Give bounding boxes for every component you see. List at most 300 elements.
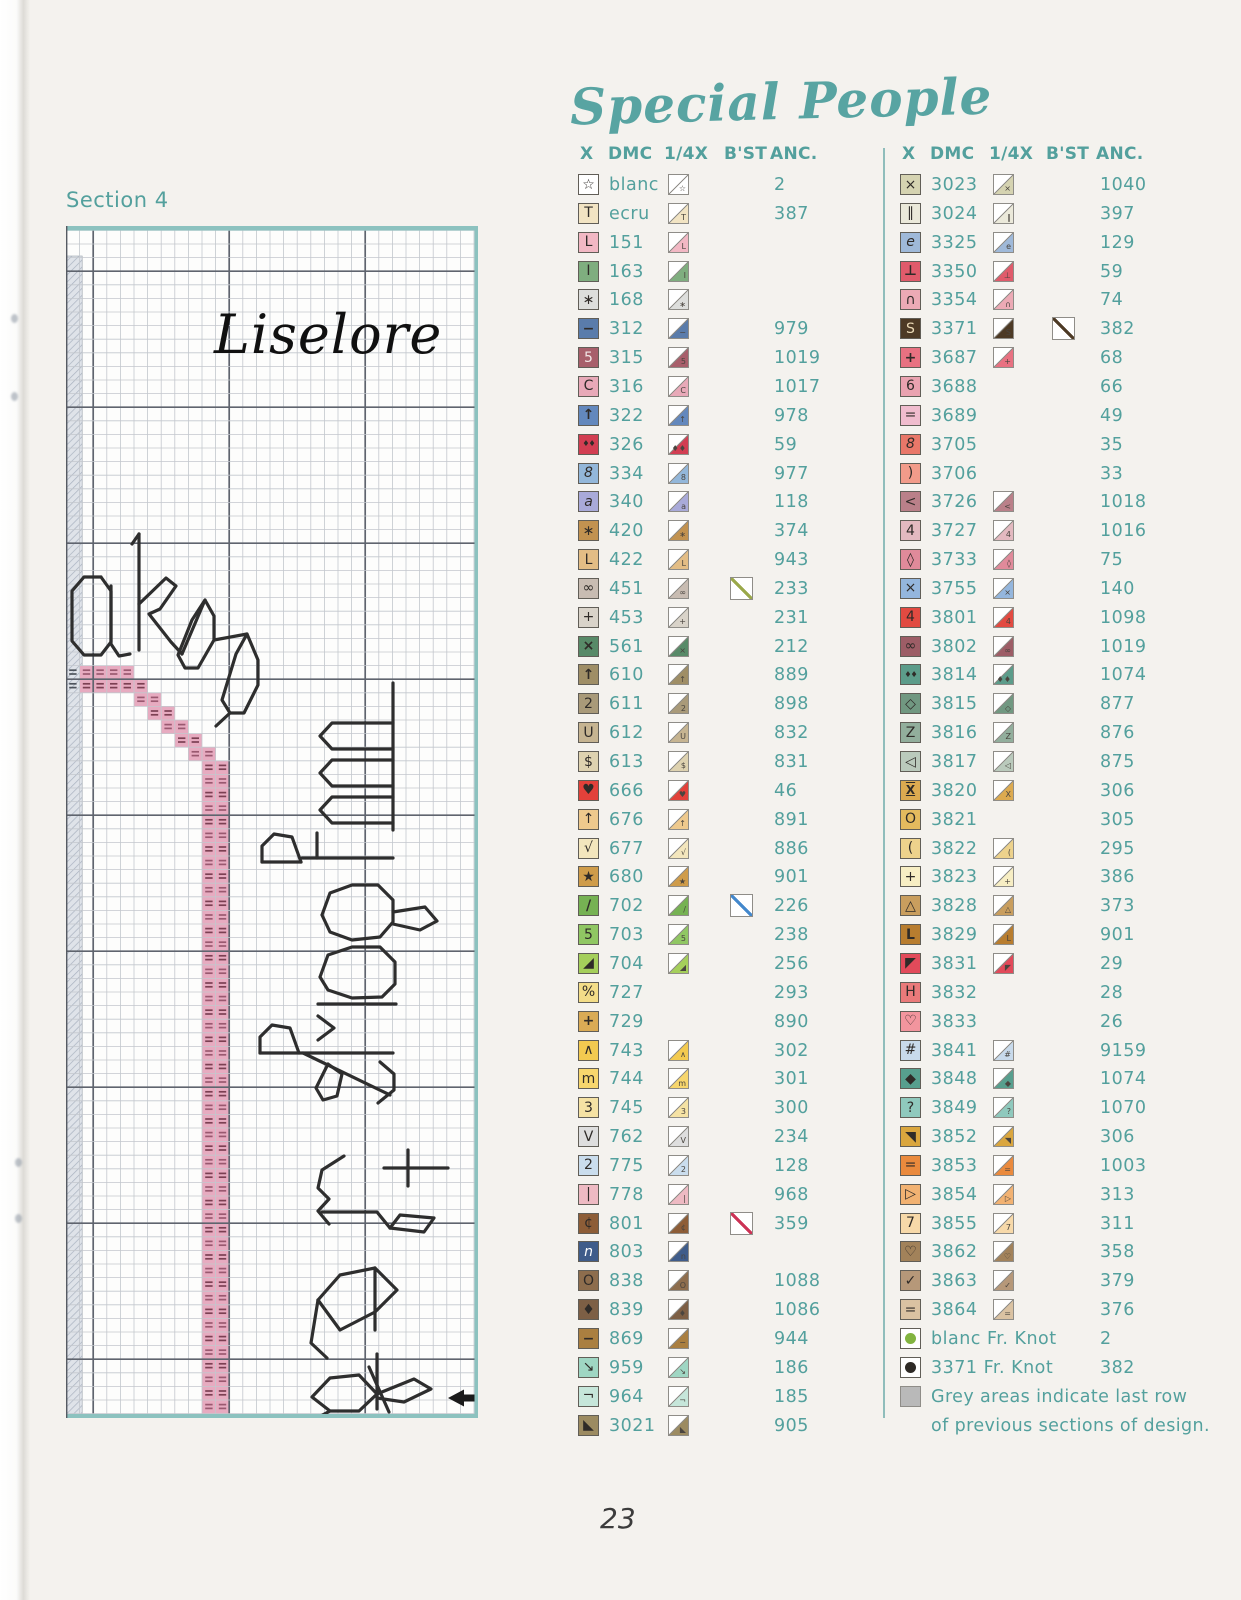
quarter-stitch-swatch <box>993 1299 1014 1320</box>
chart-border-right <box>475 226 479 1418</box>
dmc-number: 3833 <box>931 1011 978 1032</box>
book-spine-edge <box>0 0 30 1600</box>
symbol-swatch <box>578 261 599 282</box>
stitch-cell-3689 <box>202 1305 216 1319</box>
stitch-symbol: | <box>586 1186 591 1203</box>
anchor-number: 1040 <box>1100 175 1147 195</box>
anchor-number: 313 <box>1100 1184 1135 1205</box>
stitch-symbol: ↑ <box>582 811 595 828</box>
symbol-swatch <box>578 549 599 570</box>
anchor-number: 2 <box>1100 1329 1112 1349</box>
anchor-number: 886 <box>774 838 809 859</box>
stitch-symbol: ? <box>906 1099 915 1116</box>
stitch-symbol: △ <box>905 897 916 914</box>
stitch-cell-3689 <box>216 1169 230 1183</box>
legend-row <box>900 289 1200 315</box>
quarter-stitch-swatch <box>993 261 1014 282</box>
anchor-number: 293 <box>774 982 809 1003</box>
stitch-symbol: ◥ <box>905 1128 916 1145</box>
stitch-symbol: = <box>904 1301 917 1318</box>
legend-row <box>900 318 1200 344</box>
stitch-cell-3689 <box>175 734 189 748</box>
anchor-number: 9159 <box>1100 1040 1147 1061</box>
stitch-symbol: 6 <box>906 378 915 395</box>
legend-row <box>900 463 1200 489</box>
dmc-number: 3848 <box>931 1069 978 1090</box>
symbol-swatch <box>900 895 921 916</box>
legend-row <box>578 1184 878 1210</box>
anchor-number: 1074 <box>1100 1069 1147 1090</box>
stitch-cell-3689 <box>202 1223 216 1237</box>
legend-row <box>578 1155 878 1181</box>
legend-row <box>900 1011 1200 1037</box>
stitch-cell-3689 <box>202 883 216 897</box>
stitch-symbol: ♦♦ <box>582 439 595 449</box>
dmc-number: 3855 <box>931 1213 978 1234</box>
dmc-number: 803 <box>609 1242 644 1263</box>
backstitch-swatch <box>730 1212 753 1235</box>
quarter-stitch-symbol: ◊ <box>1007 559 1011 569</box>
quarter-stitch-swatch <box>668 1126 689 1147</box>
quarter-stitch-symbol: ∧ <box>680 1049 686 1059</box>
quarter-stitch-symbol: ∩ <box>1005 299 1011 309</box>
symbol-swatch <box>578 1126 599 1147</box>
stitch-symbol: × <box>904 176 917 193</box>
symbol-swatch <box>900 434 921 455</box>
stitch-symbol: T <box>584 205 593 222</box>
quarter-stitch-swatch <box>668 693 689 714</box>
quarter-stitch-swatch <box>668 1328 689 1349</box>
stitch-cell-3689 <box>202 1400 216 1414</box>
quarter-stitch-symbol: ♡ <box>1003 1251 1011 1261</box>
symbol-swatch <box>900 1270 921 1291</box>
symbol-swatch <box>900 1097 921 1118</box>
symbol-swatch <box>578 1299 599 1320</box>
quarter-stitch-symbol: 2 <box>680 703 686 713</box>
quarter-stitch-symbol: ¢ <box>680 1222 686 1232</box>
quarter-stitch-symbol: 4 <box>1005 530 1011 540</box>
quarter-stitch-swatch <box>993 607 1014 628</box>
symbol-swatch <box>578 318 599 339</box>
stitch-cell-3689 <box>202 1373 216 1387</box>
stitch-cell-3689 <box>134 693 148 707</box>
stitch-cell-3689 <box>202 1074 216 1088</box>
section-label: Section 4 <box>66 188 169 212</box>
stitch-cell-3689 <box>107 666 121 680</box>
anchor-number: 382 <box>1100 1357 1135 1378</box>
symbol-swatch <box>900 261 921 282</box>
stitch-cell-3689 <box>202 1359 216 1373</box>
stitch-symbol: ♥ <box>582 782 595 799</box>
quarter-stitch-symbol: × <box>1004 184 1011 194</box>
symbol-swatch <box>900 636 921 657</box>
anchor-number: 397 <box>1100 203 1135 224</box>
legend-header-dmc: DMC <box>608 144 653 164</box>
legend-row <box>578 895 878 921</box>
dmc-number: 3820 <box>931 780 978 801</box>
legend-row <box>578 809 878 835</box>
legend-row <box>900 751 1200 777</box>
quarter-stitch-symbol: X <box>1005 790 1011 800</box>
quarter-stitch-swatch <box>668 203 689 224</box>
legend-row <box>900 924 1200 950</box>
anchor-number: 831 <box>774 752 809 772</box>
symbol-swatch <box>900 520 921 541</box>
dmc-number: 3816 <box>931 723 978 744</box>
stitch-cell-3689 <box>216 1386 230 1400</box>
quarter-stitch-swatch <box>993 895 1014 916</box>
stitch-cell-3689 <box>216 1182 230 1196</box>
stitch-symbol: ∩ <box>905 291 916 308</box>
anchor-number: 59 <box>774 434 798 455</box>
dmc-number: 340 <box>609 492 644 513</box>
quarter-stitch-symbol: × <box>679 645 686 655</box>
quarter-stitch-symbol: T <box>681 213 686 223</box>
anchor-number: 212 <box>774 636 809 657</box>
stitch-cell-3689 <box>216 1291 230 1305</box>
stitch-cell-3689 <box>216 842 230 856</box>
anchor-number: 889 <box>774 665 809 686</box>
stitch-symbol: ◢ <box>583 955 594 972</box>
quarter-stitch-swatch <box>668 491 689 512</box>
dmc-number: 3325 <box>931 232 978 253</box>
quarter-stitch-symbol: ◇ <box>1004 703 1011 713</box>
anchor-number: 306 <box>1100 1127 1135 1148</box>
quarter-stitch-symbol: e <box>1006 241 1011 251</box>
anchor-number: 59 <box>1100 261 1124 282</box>
dmc-number: 3733 <box>931 550 978 571</box>
stitch-cell-3689 <box>202 1046 216 1060</box>
dmc-number: 3829 <box>931 925 978 946</box>
stitch-symbol: ) <box>907 465 914 481</box>
quarter-stitch-symbol: △ <box>1004 905 1011 915</box>
legend-row <box>578 261 878 287</box>
symbol-swatch <box>578 636 599 657</box>
stitch-symbol: × <box>904 580 917 597</box>
legend-row <box>900 578 1200 604</box>
symbol-swatch <box>900 982 921 1003</box>
quarter-stitch-swatch <box>668 261 689 282</box>
legend-row <box>578 693 878 719</box>
stitch-cell-3689 <box>202 774 216 788</box>
symbol-swatch <box>900 838 921 859</box>
quarter-stitch-swatch <box>993 722 1014 743</box>
dmc-number: 613 <box>609 752 644 772</box>
stitch-cell-3689 <box>216 910 230 924</box>
quarter-stitch-symbol: ◤ <box>1004 963 1011 973</box>
dmc-number: 3802 <box>931 636 978 657</box>
anchor-number: 374 <box>774 521 809 542</box>
quarter-stitch-symbol: + <box>679 616 686 626</box>
dmc-number: 3823 <box>931 867 978 888</box>
stitch-symbol: 4 <box>906 609 915 626</box>
stitch-cell-3689 <box>216 951 230 965</box>
quarter-stitch-symbol: − <box>679 1338 686 1348</box>
quarter-stitch-swatch <box>993 693 1014 714</box>
anchor-number: 373 <box>1100 896 1135 917</box>
dmc-number: 422 <box>609 550 644 571</box>
dmc-number: 744 <box>609 1069 644 1090</box>
stitch-cell-3689 <box>216 992 230 1006</box>
anchor-number: 46 <box>774 780 798 801</box>
symbol-swatch <box>578 1270 599 1291</box>
legend-header-x: X <box>580 144 594 164</box>
stitch-cell-3689 <box>148 706 162 720</box>
stitch-symbol: # <box>904 1042 917 1058</box>
anchor-number: 1086 <box>774 1300 821 1321</box>
anchor-number: 968 <box>774 1184 809 1205</box>
backstitch-swatch <box>1052 317 1075 340</box>
symbol-swatch <box>578 289 599 310</box>
dmc-number: 3350 <box>931 261 978 282</box>
french-knot-dot <box>905 1362 916 1373</box>
stitch-symbol: < <box>904 493 917 510</box>
quarter-stitch-swatch <box>668 664 689 685</box>
dmc-number: 3862 <box>931 1242 978 1263</box>
symbol-swatch <box>900 866 921 887</box>
note-line-2: of previous sections of design. <box>931 1415 1210 1436</box>
legend-row <box>578 549 878 575</box>
quarter-stitch-swatch <box>668 1068 689 1089</box>
anchor-number: 128 <box>774 1155 809 1176</box>
anchor-number: 302 <box>774 1040 809 1061</box>
legend-row <box>578 1299 878 1325</box>
stitch-cell-3689 <box>216 1237 230 1251</box>
anchor-number: 1003 <box>1100 1155 1147 1176</box>
stitch-symbol: ⊥ <box>904 263 917 280</box>
symbol-swatch <box>578 174 599 195</box>
dmc-number: 610 <box>609 665 644 686</box>
stitch-symbol: ∥ <box>907 205 914 222</box>
legend-header-14x: 1/4X <box>989 144 1034 164</box>
quarter-stitch-symbol: L <box>1006 934 1011 944</box>
stitch-cell-3689 <box>202 1033 216 1047</box>
legend-row <box>900 809 1200 835</box>
legend-row <box>900 607 1200 633</box>
anchor-number: 1018 <box>1100 492 1147 513</box>
symbol-swatch <box>900 203 921 224</box>
quarter-stitch-swatch <box>993 1068 1014 1089</box>
dmc-number: 3727 <box>931 521 978 542</box>
quarter-stitch-swatch <box>993 1126 1014 1147</box>
symbol-swatch <box>578 982 599 1003</box>
anchor-number: 901 <box>774 867 809 888</box>
dmc-number: 727 <box>609 982 644 1003</box>
anchor-number: 66 <box>1100 376 1124 397</box>
stitch-cell-3689 <box>202 788 216 802</box>
quarter-stitch-swatch <box>993 1184 1014 1205</box>
dmc-number: 729 <box>609 1011 644 1032</box>
dmc-number: 316 <box>609 376 644 397</box>
anchor-number: 1088 <box>774 1271 821 1292</box>
anchor-number: 890 <box>774 1011 809 1032</box>
stitch-cell-3689 <box>202 1196 216 1210</box>
stitch-cell-3689 <box>216 774 230 788</box>
legend-row <box>900 434 1200 460</box>
anchor-number: 832 <box>774 723 809 744</box>
anchor-number: 295 <box>1100 838 1135 859</box>
quarter-stitch-symbol: 8 <box>680 472 686 482</box>
legend-row-french-knot <box>900 1328 1220 1354</box>
legend-row <box>578 203 878 229</box>
dmc-number: 704 <box>609 953 644 974</box>
stitch-cell-3689 <box>202 842 216 856</box>
anchor-number: 359 <box>774 1213 809 1234</box>
legend-row <box>578 1040 878 1066</box>
quarter-stitch-symbol: − <box>679 328 686 338</box>
dmc-number: 3688 <box>931 376 978 397</box>
legend-row <box>578 174 878 200</box>
quarter-stitch-symbol: ⊥ <box>1004 270 1011 280</box>
stitch-cell-3689 <box>202 1291 216 1305</box>
dmc-number: 163 <box>609 261 644 282</box>
stitch-cell-3689 <box>216 1087 230 1101</box>
stitch-symbol: U <box>583 724 594 741</box>
anchor-number: 898 <box>774 694 809 715</box>
legend-divider <box>883 148 885 1418</box>
legend-row <box>578 607 878 633</box>
dmc-number: 3863 <box>931 1271 978 1292</box>
dmc-number: 151 <box>609 232 644 253</box>
legend-header-anc: ANC. <box>1096 144 1144 164</box>
dmc-number: 775 <box>609 1155 644 1176</box>
stitch-cell-3689 <box>216 897 230 911</box>
page-title: Special People <box>569 66 994 137</box>
stitch-cell-3689 <box>202 870 216 884</box>
quarter-stitch-symbol: ◁ <box>1004 761 1011 771</box>
quarter-stitch-swatch <box>668 1386 689 1407</box>
quarter-stitch-symbol: × <box>1004 588 1011 598</box>
stitch-symbol: ✓ <box>904 1272 917 1289</box>
quarter-stitch-swatch <box>993 347 1014 368</box>
dmc-number: 3801 <box>931 607 978 628</box>
quarter-stitch-symbol: 5 <box>680 934 686 944</box>
cross-stitch-chart <box>66 226 478 1418</box>
stitch-symbol: + <box>582 609 595 626</box>
quarter-stitch-symbol: ♦♦ <box>996 674 1011 684</box>
dmc-number: 3853 <box>931 1155 978 1176</box>
stitch-cell-3689 <box>216 856 230 870</box>
stitch-cell-3689 <box>216 1033 230 1047</box>
quarter-stitch-swatch <box>993 751 1014 772</box>
symbol-swatch <box>900 174 921 195</box>
french-knot-swatch <box>900 1357 921 1378</box>
quarter-stitch-symbol: ↑ <box>679 818 686 828</box>
french-knot-label: 3371 Fr. Knot <box>931 1357 1054 1378</box>
stitch-cell-3689 <box>202 815 216 829</box>
legend-row <box>578 838 878 864</box>
stitch-symbol: C <box>583 378 594 395</box>
stitch-symbol: a <box>584 493 593 510</box>
note-line-1: Grey areas indicate last row <box>931 1386 1188 1407</box>
quarter-stitch-symbol: 2 <box>680 1165 686 1175</box>
legend-row <box>900 693 1200 719</box>
quarter-stitch-symbol: O <box>679 1280 686 1290</box>
stitch-cell-3689 <box>202 856 216 870</box>
quarter-stitch-swatch <box>993 1155 1014 1176</box>
dmc-number: 561 <box>609 636 644 657</box>
quarter-stitch-symbol: ∗ <box>679 530 686 540</box>
legend-row <box>578 1270 878 1296</box>
stitch-cell-3689 <box>202 761 216 775</box>
stitch-cell-3689 <box>202 1278 216 1292</box>
quarter-stitch-symbol: # <box>1004 1049 1011 1059</box>
stitch-cell-3689 <box>216 1006 230 1020</box>
stitch-cell-3689 <box>202 1101 216 1115</box>
anchor-number: 68 <box>1100 348 1124 369</box>
anchor-number: 979 <box>774 319 809 340</box>
stitch-symbol: $ <box>584 753 593 770</box>
anchor-number: 1017 <box>774 376 821 397</box>
quarter-stitch-symbol: 5 <box>680 357 686 367</box>
stitch-symbol: ♡ <box>904 1243 917 1260</box>
stitch-cell-3689 <box>216 788 230 802</box>
symbol-swatch <box>578 1386 599 1407</box>
symbol-swatch <box>578 1328 599 1349</box>
quarter-stitch-swatch <box>668 953 689 974</box>
symbol-swatch <box>900 289 921 310</box>
quarter-stitch-swatch <box>668 1184 689 1205</box>
anchor-number: 35 <box>1100 434 1124 455</box>
symbol-swatch <box>578 1040 599 1061</box>
quarter-stitch-swatch <box>993 232 1014 253</box>
stitch-cell-3689 <box>216 1264 230 1278</box>
spine-mark <box>11 314 18 323</box>
quarter-stitch-swatch <box>668 1155 689 1176</box>
quarter-stitch-swatch <box>668 607 689 628</box>
stitch-symbol: ∗ <box>582 522 595 539</box>
stitch-cell-3689 <box>216 1346 230 1360</box>
dmc-number: 3726 <box>931 492 978 513</box>
stitch-cell-3689 <box>216 883 230 897</box>
symbol-swatch <box>900 1184 921 1205</box>
chart-border-bottom <box>66 1414 478 1418</box>
stitch-cell-3689 <box>202 1128 216 1142</box>
symbol-swatch <box>900 463 921 484</box>
quarter-stitch-symbol: ◣ <box>679 1424 686 1434</box>
stitch-symbol: ♦♦ <box>904 669 917 679</box>
dmc-number: 3354 <box>931 290 978 311</box>
symbol-swatch <box>900 1011 921 1032</box>
legend-row <box>578 1011 878 1037</box>
dmc-number: 3832 <box>931 982 978 1003</box>
dmc-number: 451 <box>609 578 644 599</box>
stitch-symbol: 5 <box>584 926 593 943</box>
anchor-number: 301 <box>774 1069 809 1090</box>
legend-row <box>900 1241 1200 1267</box>
stitch-symbol: V <box>583 1128 594 1145</box>
symbol-swatch <box>578 1415 599 1436</box>
stitch-symbol: O <box>904 811 917 828</box>
anchor-number: 379 <box>1100 1271 1135 1292</box>
stitch-symbol: ∞ <box>582 580 595 597</box>
quarter-stitch-symbol: a <box>681 501 686 511</box>
stitch-cell-3689 <box>216 1278 230 1292</box>
symbol-swatch <box>578 376 599 397</box>
stitch-cell-3689 <box>216 1305 230 1319</box>
symbol-swatch <box>900 809 921 830</box>
stitch-cell-3689 <box>216 965 230 979</box>
stitch-cell-3689 <box>93 679 107 693</box>
stitch-cell-3689 <box>216 1210 230 1224</box>
quarter-stitch-swatch <box>668 722 689 743</box>
dmc-number: 3755 <box>931 578 978 599</box>
quarter-stitch-symbol: ↑ <box>679 674 686 684</box>
stitch-cell-3689 <box>202 1346 216 1360</box>
stitch-symbol: ♦ <box>582 1301 595 1318</box>
symbol-swatch <box>900 1213 921 1234</box>
quarter-stitch-symbol: ★ <box>678 876 686 886</box>
